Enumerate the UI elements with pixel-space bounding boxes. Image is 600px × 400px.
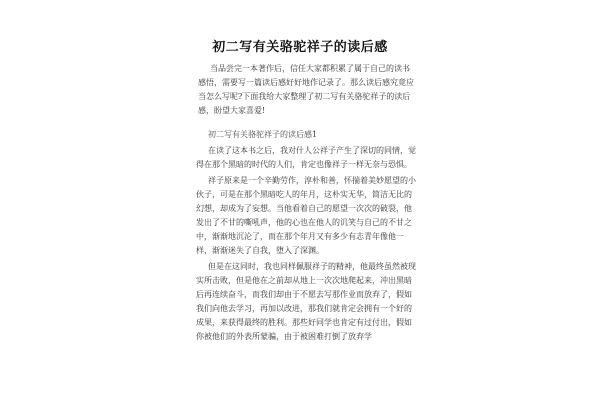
document-title: 初二写有关骆驼祥子的读后感 [212, 40, 388, 55]
intro-text: 当品尝完一本著作后，信任大家都积累了属于自己的读书感悟，需要写一篇读后感好好地作记录了。那么读后感究竟应当怎么写呢?下面我给大家整理了初二写有关骆驼祥子的读后感，盼望大家喜爱! [198, 64, 414, 115]
body-paragraph-2: 祥子原来是一个辛勤劳作，淳朴和善，怀揣着美妙愿望的小伙子，可是在那个黑暗吃人的年月，这朴实无华，简洁无比的幻想，却成为了妄想。当他看着自己的愿望一次次的破裂，他发出了不甘的嘶吼声，他的心也在他人的讥笑与自己的不甘之中，渐渐地沉沦了，而在那个年月又有多少有志青年像他一样，渐渐迷失了自我，堕入了深渊。 [196, 176, 416, 255]
intro-paragraph [198, 62, 416, 118]
body-paragraph-1: 在读了这本书之后，我对什人公祥子产生了深切的同情，觉得在那个黑暗的时代的人们，肯定也像祥子一样无奈与恐惧。 [196, 146, 416, 169]
essay-body [196, 128, 418, 344]
section-title: 初二写有关骆驼祥子的读后感1 [208, 130, 318, 139]
body-paragraph-3: 但是在这同时，我也同样佩服祥子的精神，他最终虽然被现实所击败，但是他在之前却从地上一次次地爬起来，冲出黑暗后再连续奋斗，而我们却由于不愿去写那作业而放弃了，假如我们向他去学习，再加以改进，那我们就肯定会拥有一个好的成果，来获得最终的胜利。那些好同学也肯定有过付出，假如你被他们的外表所蒙骗，由于被困难打倒了放弃学 [196, 262, 416, 341]
